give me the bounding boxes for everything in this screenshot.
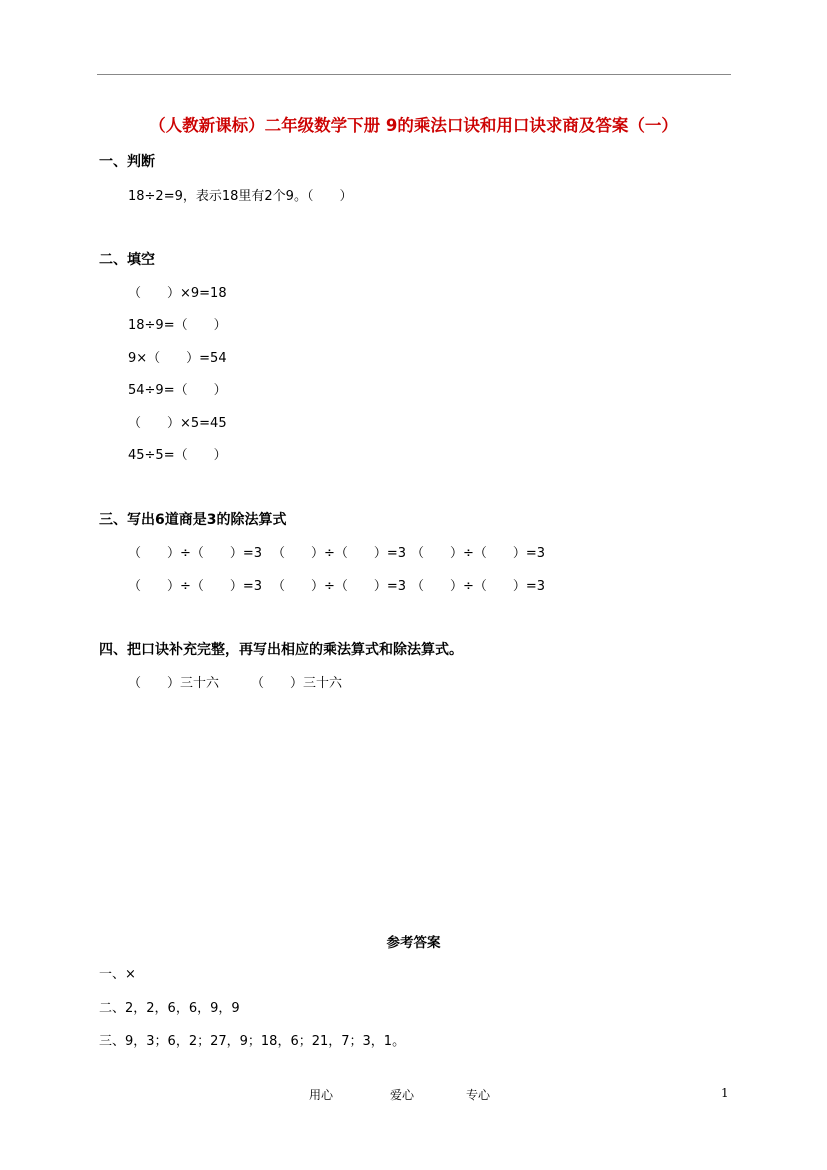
- fill-blank-item: （ ）×5=45: [128, 416, 227, 431]
- division-blank: （ ）÷（ ）=3: [128, 579, 263, 594]
- answers-title: 参考答案: [386, 935, 441, 951]
- footer-motto: 用心: [309, 1088, 334, 1102]
- answer-line: 三、9，3；6，2；27，9；18，6；21，7；3，1。: [99, 1034, 406, 1049]
- answer-line: 一、×: [99, 967, 136, 982]
- fill-blank-item: 54÷9=（ ）: [128, 383, 227, 398]
- document-title: （人教新课标）二年级数学下册 9的乘法口诀和用口诀求商及答案（一）: [149, 116, 678, 135]
- page-number: 1: [721, 1086, 729, 1100]
- section-2-heading: 二、填空: [99, 252, 155, 268]
- division-blank: （ ）÷（ ）=3: [411, 579, 546, 594]
- fill-blank-item: （ ）×9=18: [128, 286, 227, 301]
- section-3-heading: 三、写出6道商是3的除法算式: [99, 512, 287, 528]
- fill-blank-item: 45÷5=（ ）: [128, 448, 227, 463]
- division-blank: （ ）÷（ ）=3: [128, 546, 263, 561]
- answer-line: 二、2，2，6，6，9，9: [99, 1001, 240, 1016]
- judgement-question: 18÷2=9，表示18里有2个9。（ ）: [128, 189, 353, 204]
- division-blank: （ ）÷（ ）=3: [411, 546, 546, 561]
- section-1-heading: 一、判断: [99, 154, 155, 170]
- fill-blank-item: 18÷9=（ ）: [128, 318, 227, 333]
- mnemonic-item: （ ）三十六: [128, 676, 220, 691]
- fill-blank-item: 9×（ ）=54: [128, 351, 227, 366]
- section-4-heading: 四、把口诀补充完整，再写出相应的乘法算式和除法算式。: [99, 642, 463, 658]
- division-blank: （ ）÷（ ）=3: [272, 579, 407, 594]
- footer-motto: 专心: [466, 1088, 491, 1102]
- mnemonic-item: （ ）三十六: [251, 676, 343, 691]
- division-blank: （ ）÷（ ）=3: [272, 546, 407, 561]
- footer-motto: 爱心: [390, 1088, 415, 1102]
- header-rule: [97, 74, 731, 75]
